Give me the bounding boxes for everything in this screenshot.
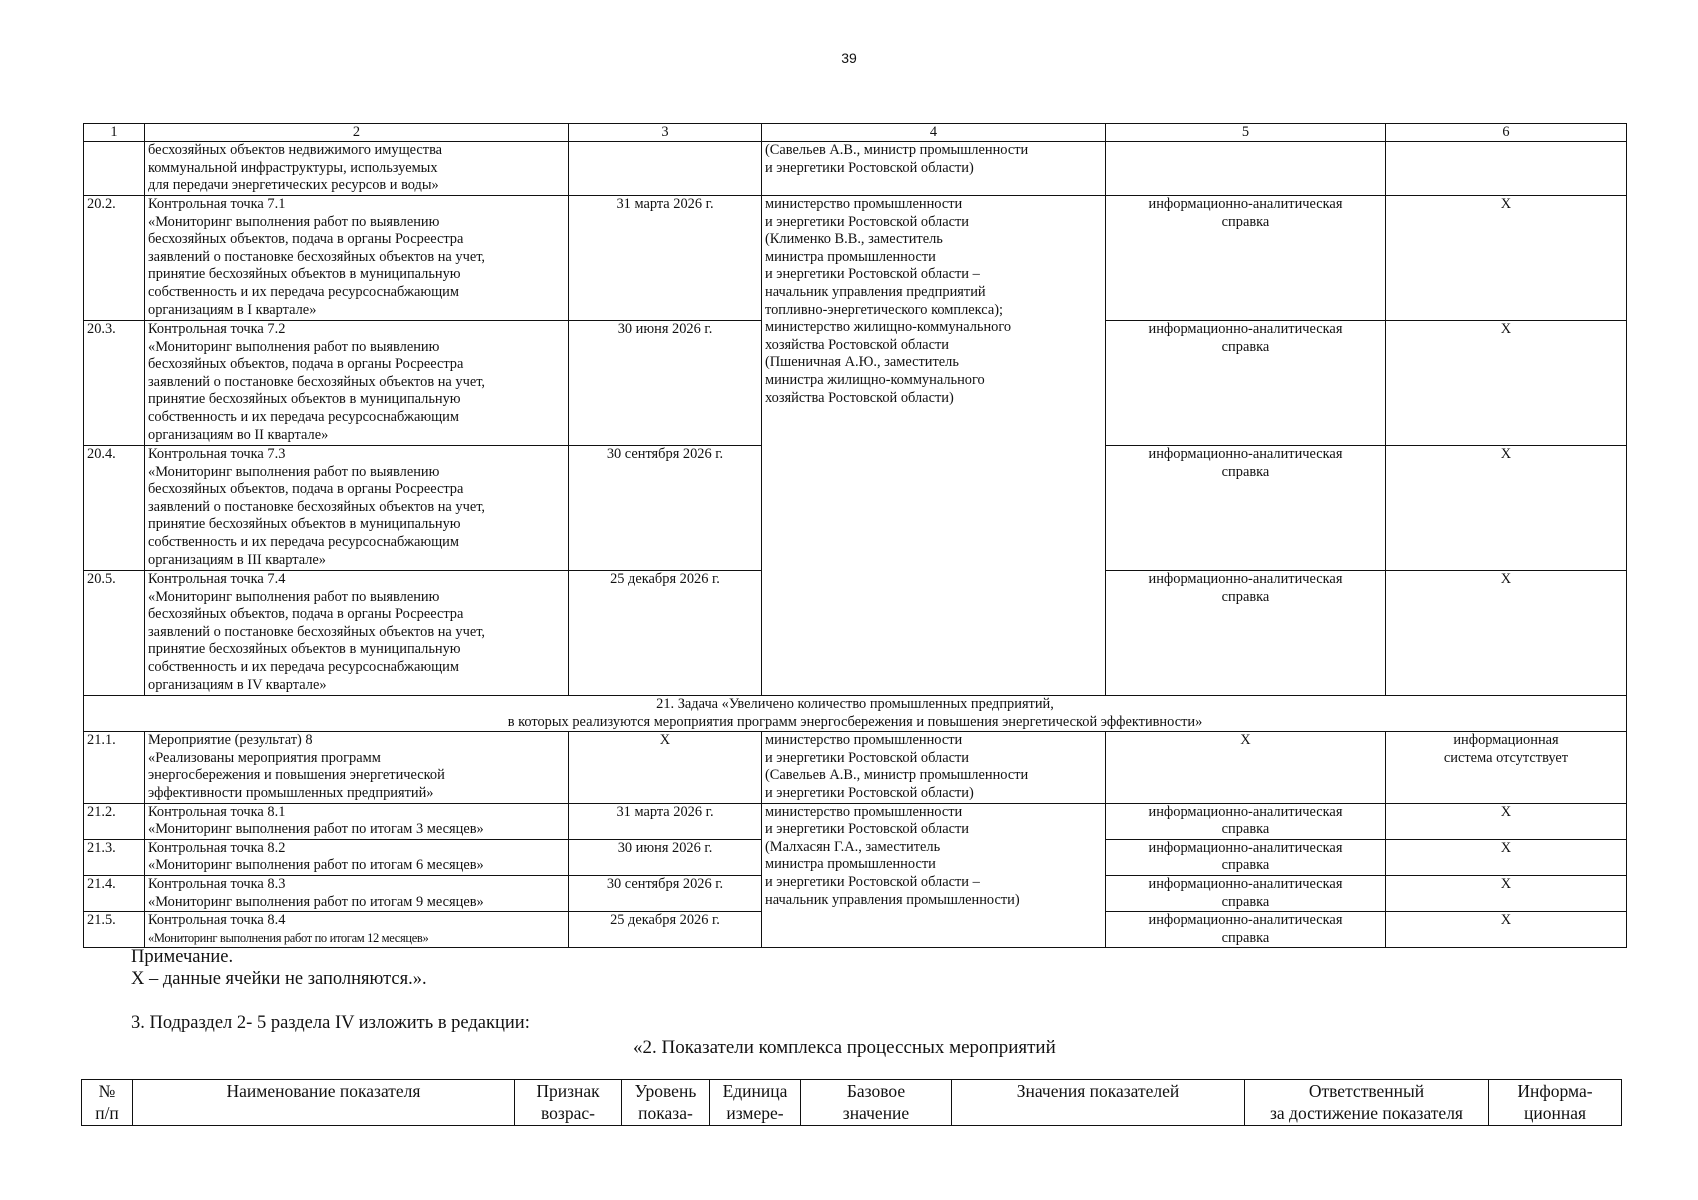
row-text: Контрольная точка 7.2 «Мониторинг выполнения работ по выявлению бесхозяйных объектов, подача в органы Росреестра заявлений о постановке бесхозяйных объектов на учет, принятие бесхозяйных объектов в муниципальную собственность и их передача ресурсоснабжающим организациям во II квартале» xyxy=(145,321,569,446)
note-title: Примечание. xyxy=(131,947,234,967)
instruction-text: 3. Подраздел 2- 5 раздела IV изложить в редакции: xyxy=(131,1013,530,1033)
col-increase-sign-header: Признак возрас- xyxy=(515,1080,622,1126)
measures-table xyxy=(83,123,1627,948)
indicators-table-header xyxy=(81,1079,1622,1126)
row-responsible: министерство промышленности и энергетики Ростовской области (Малхасян Г.А., заместитель министра промышленности и энергетики Ростовской области – начальник управления промышленности) xyxy=(762,803,1106,948)
table-row xyxy=(84,142,1627,196)
row-date: 31 марта 2026 г. xyxy=(569,196,762,321)
row-document: информационно-аналитическая справка xyxy=(1106,321,1386,446)
row-text: Контрольная точка 8.1 «Мониторинг выполнения работ по итогам 3 месяцев» xyxy=(145,803,569,839)
table-row xyxy=(84,803,1627,839)
table-row xyxy=(84,196,1627,321)
row-col6: X xyxy=(1386,803,1627,839)
row-number: 21.3. xyxy=(84,839,145,875)
row-date: 30 сентября 2026 г. xyxy=(569,446,762,571)
row-document: информационно-аналитическая справка xyxy=(1106,196,1386,321)
row-responsible: (Савельев А.В., министр промышленности и энергетики Ростовской области) xyxy=(762,142,1106,196)
row-col6: X xyxy=(1386,875,1627,911)
header-col-5: 5 xyxy=(1106,124,1386,142)
row-col6: X xyxy=(1386,912,1627,948)
row-col6: X xyxy=(1386,839,1627,875)
row-document: информационно-аналитическая справка xyxy=(1106,571,1386,696)
row-col6: X xyxy=(1386,196,1627,321)
row-col6: X xyxy=(1386,321,1627,446)
row-responsible: министерство промышленности и энергетики Ростовской области (Савельев А.В., министр промышленности и энергетики Ростовской области) xyxy=(762,732,1106,803)
col-number-header: № п/п xyxy=(82,1080,133,1126)
row-col6 xyxy=(1386,142,1627,196)
col-values-header: Значения показателей xyxy=(952,1080,1245,1126)
row-document: информационно-аналитическая справка xyxy=(1106,446,1386,571)
row-number: 21.4. xyxy=(84,875,145,911)
row-text: Контрольная точка 8.2 «Мониторинг выполнения работ по итогам 6 месяцев» xyxy=(145,839,569,875)
header-col-1: 1 xyxy=(84,124,145,142)
row-col6: информационная система отсутствует xyxy=(1386,732,1627,803)
row-number: 20.5. xyxy=(84,571,145,696)
row-date xyxy=(569,142,762,196)
page-number: 39 xyxy=(841,50,857,66)
row-number xyxy=(84,142,145,196)
header-col-3: 3 xyxy=(569,124,762,142)
row-text: Контрольная точка 8.3 «Мониторинг выполнения работ по итогам 9 месяцев» xyxy=(145,875,569,911)
row-date: X xyxy=(569,732,762,803)
header-col-4: 4 xyxy=(762,124,1106,142)
table-header-row xyxy=(84,124,1627,142)
row-number: 20.2. xyxy=(84,196,145,321)
header-col-6: 6 xyxy=(1386,124,1627,142)
row-date: 30 сентября 2026 г. xyxy=(569,875,762,911)
row-responsible: министерство промышленности и энергетики Ростовской области (Клименко В.В., заместитель министра промышленности и энергетики Ростовской области – начальник управления предприятий топливно-энергетического комплекса); министерство жилищно-коммунального хозяйства Ростовской области (Пшеничная А.Ю., заместитель министра жилищно-коммунального хозяйства Ростовской области) xyxy=(762,196,1106,696)
row-document: информационно-аналитическая справка xyxy=(1106,875,1386,911)
row-number: 21.2. xyxy=(84,803,145,839)
row-text: Контрольная точка 7.1 «Мониторинг выполнения работ по выявлению бесхозяйных объектов, подача в органы Росреестра заявлений о постановке бесхозяйных объектов на учет, принятие бесхозяйных объектов в муниципальную собственность и их передача ресурсоснабжающим организациям в I квартале» xyxy=(145,196,569,321)
subsection-title: «2. Показатели комплекса процессных мероприятий xyxy=(633,1037,1056,1058)
col-unit-header: Единица измере- xyxy=(710,1080,801,1126)
row-document: информационно-аналитическая справка xyxy=(1106,912,1386,948)
row-text: Контрольная точка 7.4 «Мониторинг выполнения работ по выявлению бесхозяйных объектов, подача в органы Росреестра заявлений о постановке бесхозяйных объектов на учет, принятие бесхозяйных объектов в муниципальную собственность и их передача ресурсоснабжающим организациям в IV квартале» xyxy=(145,571,569,696)
col-indicator-name-header: Наименование показателя xyxy=(133,1080,515,1126)
row-document: информационно-аналитическая справка xyxy=(1106,839,1386,875)
row-number: 20.4. xyxy=(84,446,145,571)
row-document xyxy=(1106,142,1386,196)
row-number: 21.1. xyxy=(84,732,145,803)
col-base-value-header: Базовое значение xyxy=(801,1080,952,1126)
row-col6: X xyxy=(1386,571,1627,696)
row-number: 20.3. xyxy=(84,321,145,446)
task-21-title: 21. Задача «Увеличено количество промышленных предприятий, в которых реализуются мероприятия программ энергосбережения и повышения энергетической эффективности» xyxy=(84,696,1627,732)
row-text: Контрольная точка 7.3 «Мониторинг выполнения работ по выявлению бесхозяйных объектов, подача в органы Росреестра заявлений о постановке бесхозяйных объектов на учет, принятие бесхозяйных объектов в муниципальную собственность и их передача ресурсоснабжающим организациям в III квартале» xyxy=(145,446,569,571)
row-number: 21.5. xyxy=(84,912,145,948)
row-date: 30 июня 2026 г. xyxy=(569,321,762,446)
row-text xyxy=(145,912,569,948)
col-level-header: Уровень показа- xyxy=(622,1080,710,1126)
header-col-2: 2 xyxy=(145,124,569,142)
row-date: 30 июня 2026 г. xyxy=(569,839,762,875)
table-row xyxy=(84,732,1627,803)
row-text: бесхозяйных объектов недвижимого имущества коммунальной инфраструктуры, используемых для передачи энергетических ресурсов и воды» xyxy=(145,142,569,196)
row-date: 31 марта 2026 г. xyxy=(569,803,762,839)
task-header-row xyxy=(84,696,1627,732)
row-text: Мероприятие (результат) 8 «Реализованы мероприятия программ энергосбережения и повышения энергетической эффективности промышленных предприятий» xyxy=(145,732,569,803)
row-date: 25 декабря 2026 г. xyxy=(569,571,762,696)
table2-header-row xyxy=(82,1080,1622,1126)
col-responsible-header: Ответственный за достижение показателя xyxy=(1245,1080,1489,1126)
row-col6: X xyxy=(1386,446,1627,571)
row-date: 25 декабря 2026 г. xyxy=(569,912,762,948)
row-document: информационно-аналитическая справка xyxy=(1106,803,1386,839)
row-document: X xyxy=(1106,732,1386,803)
row-subtitle: «Мониторинг выполнения работ по итогам 12 месяцев» xyxy=(148,930,429,945)
row-title: Контрольная точка 8.4 xyxy=(148,912,286,929)
col-info-system-header: Информа- ционная xyxy=(1489,1080,1622,1126)
note-text: X – данные ячейки не заполняются.». xyxy=(131,969,427,989)
